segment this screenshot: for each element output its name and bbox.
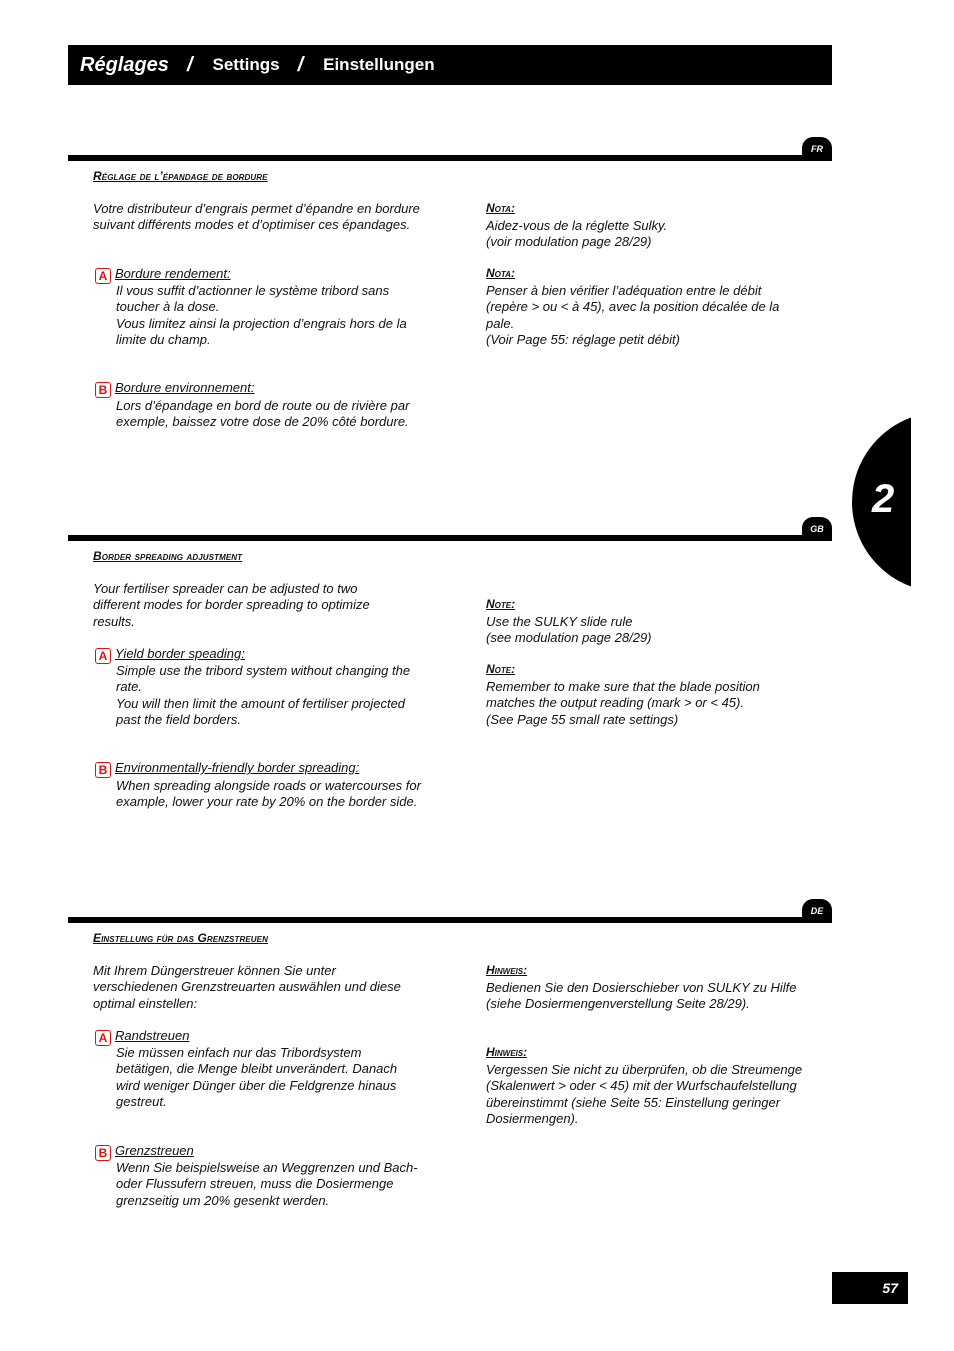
intro-de: Mit Ihrem Düngerstreuer können Sie unter verschiedenen Grenzstreuarten auswählen und diese optimal einstellen:	[93, 963, 401, 1011]
item-a-de	[95, 1028, 189, 1046]
lang-tab-fr: FR	[802, 137, 832, 159]
badge-b: B	[95, 382, 111, 398]
note2-head-gb: Note:	[486, 662, 516, 676]
item-b-body-de: Wenn Sie beispielsweise an Weggrenzen und Bach- oder Flussufern streuen, muss die Dosiermenge grenzseitig um 20% gesenkt werden.	[116, 1160, 418, 1208]
intro-fr: Votre distributeur d’engrais permet d’épandre en bordure suivant différents modes et d’optimiser ces épandages.	[93, 201, 420, 233]
chapter-tab-mask	[911, 400, 954, 610]
item-b-de	[95, 1143, 194, 1161]
item-b-label-fr: Bordure environnement:	[115, 380, 255, 395]
section-divider-gb	[68, 535, 832, 541]
item-a-label-de: Randstreuen	[115, 1028, 190, 1043]
header-separator: /	[297, 53, 304, 76]
item-b-label-de: Grenzstreuen	[115, 1143, 194, 1158]
item-a-body-de: Sie müssen einfach nur das Tribordsystem betätigen, die Menge bleibt unverändert. Danach wird weniger Dünger über die Feldgrenze hinaus gestreut.	[116, 1045, 398, 1110]
intro-gb: Your fertiliser spreader can be adjusted to two different modes for border spreading to optimize results.	[93, 581, 370, 629]
header-title-de: Einstellungen	[323, 55, 435, 74]
note2-body-fr: Penser à bien vérifier l’adéquation entre le débit (repère > ou < à 45), avec la position décalée de la pale. (Voir Page 55: réglage petit débit)	[486, 283, 780, 348]
badge-a: A	[95, 1030, 111, 1046]
section-title-gb: Border spreading adjustment	[93, 549, 243, 563]
note1-body-fr: Aidez-vous de la réglette Sulky. (voir modulation page 28/29)	[486, 218, 668, 250]
note1-head-de: Hinweis:	[486, 963, 528, 977]
page-header	[68, 45, 832, 85]
item-a-gb	[95, 646, 245, 664]
badge-a: A	[95, 648, 111, 664]
item-a-label-gb: Yield border speading:	[115, 646, 245, 661]
chapter-number: 2	[872, 477, 895, 521]
lang-tab-de: DE	[802, 899, 832, 921]
item-b-gb	[95, 760, 359, 778]
note2-head-fr: Nota:	[486, 266, 515, 280]
note2-head-de: Hinweis:	[486, 1045, 528, 1059]
item-b-body-gb: When spreading alongside roads or watercourses for example, lower your rate by 20% on the border side.	[116, 778, 421, 810]
item-a-body-fr: Il vous suffit d’actionner le système tribord sans toucher à la dose. Vous limitez ainsi la projection d’engrais hors de la limite du champ.	[116, 283, 407, 348]
item-a-label-fr: Bordure rendement:	[115, 266, 231, 281]
header-title-gb: Settings	[212, 55, 280, 74]
section-divider-fr	[68, 155, 832, 161]
section-divider-de	[68, 917, 832, 923]
note1-head-gb: Note:	[486, 597, 516, 611]
note1-head-fr: Nota:	[486, 201, 515, 215]
section-title-fr: Réglage de l’épandage de bordure	[93, 169, 268, 183]
item-a-fr	[95, 266, 231, 284]
badge-a: A	[95, 268, 111, 284]
note2-body-gb: Remember to make sure that the blade position matches the output reading (mark > or < 45). (See Page 55 small rate settings)	[486, 679, 760, 727]
note1-body-gb: Use the SULKY slide rule (see modulation page 28/29)	[486, 614, 652, 646]
note1-body-de: Bedienen Sie den Dosierschieber von SULKY zu Hilfe (siehe Dosiermengenverstellung Seite 28/29).	[486, 980, 797, 1012]
item-b-label-gb: Environmentally-friendly border spreading:	[115, 760, 360, 775]
header-title-fr: Réglages	[80, 53, 169, 76]
item-b-body-fr: Lors d’épandage en bord de route ou de rivière par exemple, baissez votre dose de 20% côté bordure.	[116, 398, 410, 430]
section-title-de: Einstellung für das Grenzstreuen	[93, 931, 268, 945]
note2-body-de: Vergessen Sie nicht zu überprüfen, ob die Streumenge (Skalenwert > oder < 45) mit der Wurfschaufelstellung übereinstimmt (siehe Seite 55: Einstellung geringer Dosiermengen).	[486, 1062, 803, 1127]
badge-b: B	[95, 1145, 111, 1161]
item-b-fr	[95, 380, 254, 398]
page-number: 57	[832, 1272, 908, 1304]
lang-tab-gb: GB	[802, 517, 832, 539]
badge-b: B	[95, 762, 111, 778]
header-separator: /	[186, 53, 193, 76]
item-a-body-gb: Simple use the tribord system without changing the rate. You will then limit the amount of fertiliser projected past the field borders.	[116, 663, 411, 728]
